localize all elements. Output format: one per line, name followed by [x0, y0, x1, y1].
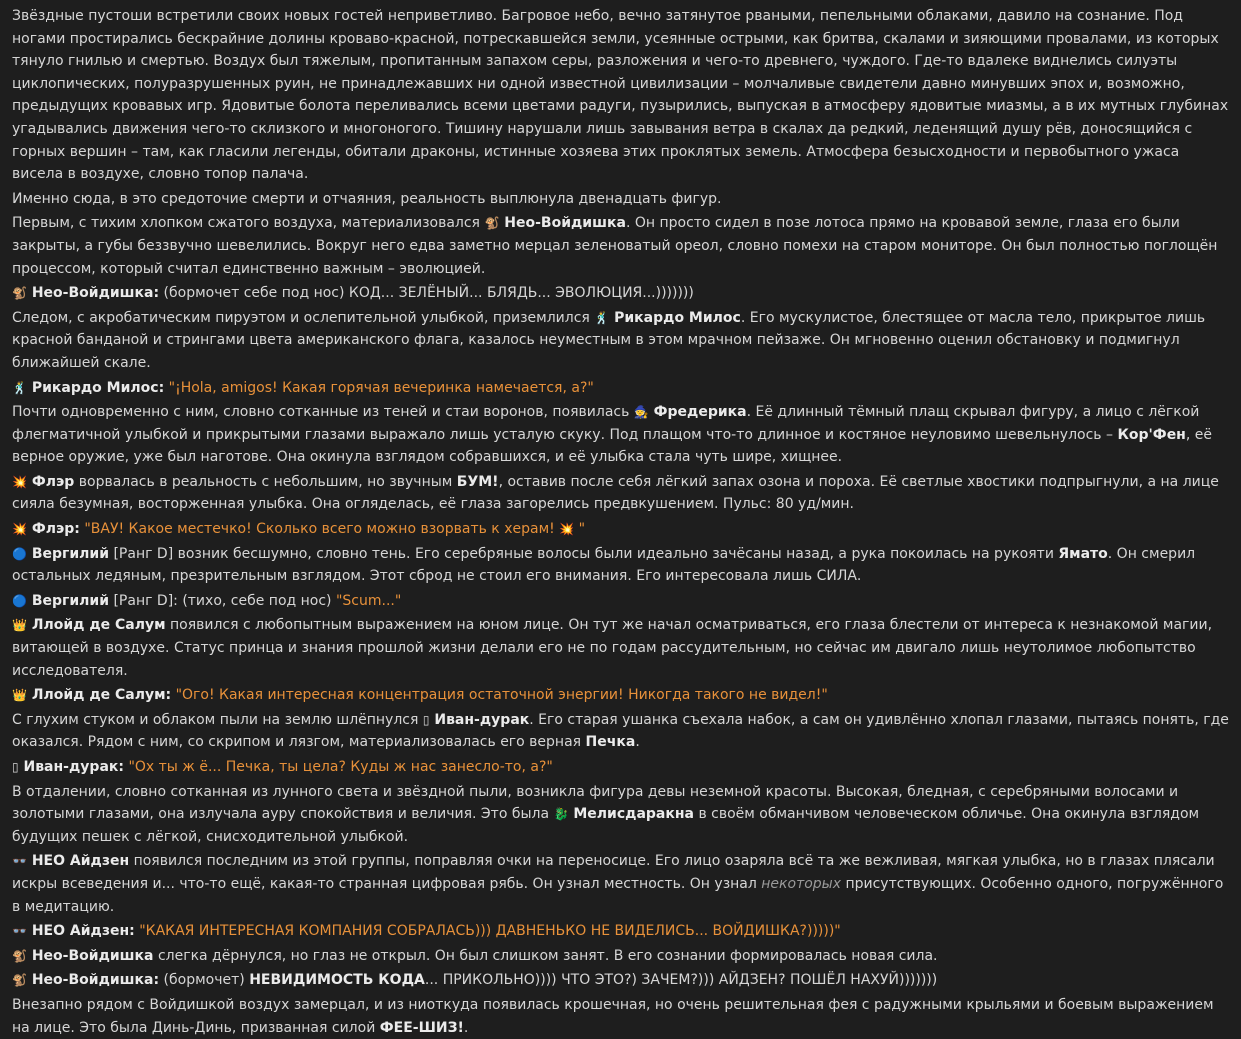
message-paragraph [12, 518, 1229, 541]
narration-text: Следом, с акробатическим пируэтом и ослепительной улыбкой, приземлился [12, 309, 595, 326]
dialogue-quote: "Ох ты ж ё... Печка, ты цела? Куды ж нас занесло-то, а?" [128, 759, 553, 775]
character-name: Нео-Войдишка [499, 215, 626, 232]
character-name: Печка [585, 734, 636, 751]
narration-text: появился с любопытным выражением на юном лице. Он тут же начал осматриваться, его глаза блестели от интереса к незнакомой магии, витающей в воздухе. Статус принца и знания прошлой жизни делали его не по годам рассудительным, но сейчас им двигало лишь неутолимое любопытство исследователя. [12, 617, 1213, 679]
character-emoji-icon: 🕺 [12, 380, 27, 395]
message-paragraph [12, 920, 1229, 943]
narration-text: . Его старая ушанка съехала набок, а сам он удивлённо хлопал глазами, пытаясь понять, где оказался. Рядом с ним, со скрипом и лязгом, материализовалась его верная [12, 711, 1229, 751]
message-paragraph [12, 377, 1229, 400]
character-name: НЕВИДИМОСТЬ КОДА [249, 972, 425, 989]
character-name: ФЕЕ-ШИЗ! [379, 1019, 464, 1036]
message-paragraph [12, 543, 1229, 588]
character-name: Мелисдаракна [568, 806, 694, 823]
character-name: НЕО Айдзен: [26, 923, 135, 940]
character-emoji-icon: 🔵 [12, 546, 27, 561]
character-emoji-icon: ▯ [12, 760, 19, 774]
character-emoji-icon: 🐒 [12, 973, 27, 988]
message-paragraph [12, 307, 1229, 375]
character-emoji-icon: 🐉 [553, 807, 569, 822]
character-name: Рикардо Милос [609, 309, 741, 326]
narration-text: (бормочет) [159, 972, 250, 989]
message-paragraph [12, 684, 1229, 707]
message-paragraph [12, 756, 1229, 779]
narration-text: В отдалении, словно сотканная из лунного света и звёздной пыли, возникла фигура девы неземной красоты. Высокая, бледная, с серебряными волосами и золотыми глазами, она излучала ауру спокойствия и величия. Это была [12, 783, 1179, 823]
character-emoji-icon: 🔵 [12, 593, 27, 608]
character-emoji-icon: 💥 [12, 522, 27, 537]
narration-text: слегка дёрнулся, но глаз не открыл. Он был слишком занят. В его сознании формировалась новая сила. [153, 947, 938, 964]
narration-text: . [463, 1019, 469, 1036]
character-emoji-icon: 👓 [12, 854, 27, 869]
message-paragraph [12, 471, 1229, 516]
narration-text: , её верное оружие, уже был наготове. Она окинула взглядом собравшихся, и её улыбка стала чуть шире, хищнее. [12, 426, 1212, 466]
character-name: Вергилий [26, 592, 110, 609]
message-paragraph [12, 401, 1229, 469]
narration-text: , оставив после себя лёгкий запах озона и пороха. Её светлые хвостики подпрыгнули, а на лице сияла безумная, восторженная улыбка. Она огляделась, её глаза загорелись предвкушением. Пульс: 80 уд/мин. [12, 473, 1219, 513]
dialogue-quote: "КАКАЯ ИНТЕРЕСНАЯ КОМПАНИЯ СОБРАЛАСЬ))) ДАВНЕНЬКО НЕ ВИДЕЛИСЬ... ВОЙДИШКА?)))))" [139, 923, 841, 940]
narration-text: присутствующих. Особенно одного, погружённого в медитацию. [12, 875, 1224, 915]
character-emoji-icon: 💥 [559, 522, 575, 537]
character-emoji-icon: ▯ [422, 712, 430, 727]
character-name: Ямато [1058, 545, 1108, 562]
dialogue-quote: " [574, 521, 586, 538]
message-paragraph [12, 188, 1229, 211]
message-paragraph [12, 781, 1229, 849]
dialogue-quote: "Scum..." [335, 592, 402, 609]
narration-text: Именно сюда, в это средоточие смерти и отчаяния, реальность выплюнула двенадцать фигур. [12, 190, 722, 207]
message-paragraph [12, 709, 1229, 754]
narration-text: в своём обманчивом человеческом обличье. Она окинула взглядом будущих пешек с лёгкой, снисходительной улыбкой. [12, 806, 1200, 845]
character-name: Ллойд де Салум [26, 617, 166, 634]
narration-text: Почти одновременно с ним, словно сотканные из теней и стаи воронов, появилась [12, 404, 634, 421]
message-paragraph [12, 850, 1229, 918]
emphasis-text: некоторых [761, 875, 842, 892]
narration-text: . Его мускулистое, блестящее от масла тело, прикрытое лишь красной банданой и стрингами цвета американского флага, казалось неуместным в этом мрачном пейзаже. Он мгновенно оценил обстановку и подмигнул ближайшей скале. [12, 309, 1206, 371]
character-name: НЕО Айдзен [26, 853, 130, 870]
dialogue-quote: "ВАУ! Какое местечко! Сколько всего можно взорвать к херам! [84, 521, 560, 538]
narration-text: появился последним из этой группы, поправляя очки на переносице. Его лицо озаряла всё та же вежливая, мягкая улыбка, но в глазах плясали искры всеведения и... что-то ещё, какая-то странная цифровая рябь. Он узнал местность. Он узнал [12, 853, 1215, 892]
narration-text: ... ПРИКОЛЬНО)))) ЧТО ЭТО?) ЗАЧЕМ?))) АЙДЗЕН? ПОШЁЛ НАХУЙ))))))) [424, 972, 938, 989]
narration-text: С глухим стуком и облаком пыли на землю шлёпнулся [12, 711, 423, 728]
character-name: Нео-Войдишка: [26, 285, 160, 302]
narration-text: Первым, с тихим хлопком сжатого воздуха, материализовался [12, 215, 485, 232]
message-paragraph [12, 614, 1229, 682]
narration-text: . Он смерил остальных ледяным, презрительным взглядом. Этот сброд не стоил его внимания. Его интересовала лишь СИЛА. [12, 545, 1196, 585]
message-paragraph [12, 212, 1229, 280]
character-name: БУМ! [456, 473, 499, 490]
character-name: Кор'Фен [1117, 426, 1186, 443]
character-name: Ллойд де Салум: [26, 687, 172, 704]
message-paragraph [12, 5, 1229, 186]
character-emoji-icon: 🕺 [594, 310, 610, 325]
character-emoji-icon: 🐒 [12, 286, 27, 301]
character-name: Рикардо Милос: [26, 379, 165, 396]
narration-text: Внезапно рядом с Войдишкой воздух замерцал, и из ниоткуда появилась крошечная, но очень решительная фея с радужными крыльями и боевым выражением на лице. Это была Динь-Динь, призванная силой [12, 996, 1214, 1036]
character-name: Вергилий [26, 545, 110, 562]
dialogue-quote: "Ого! Какая интересная концентрация остаточной энергии! Никогда такого не видел!" [175, 687, 828, 704]
character-name: Нео-Войдишка: [26, 972, 160, 989]
character-emoji-icon: 🐒 [12, 948, 27, 963]
character-name: Нео-Войдишка [26, 947, 154, 964]
dialogue-quote: "¡Hola, amigos! Какая горячая вечеринка намечается, а?" [168, 379, 594, 396]
character-emoji-icon: 🐒 [484, 216, 500, 231]
narration-text: Звёздные пустоши встретили своих новых гостей неприветливо. Багровое небо, вечно затянутое рваными, пепельными облаками, давило на сознание. Под ногами простирались бескрайние долины кроваво-красной, потрескавшейся земли, усеянные острыми, как бритва, скалами и зияющими провалами, из которых тянуло гнилью и смертью. Воздух был тяжелым, пропитанным запахом серы, разложения и чего-то древнего, чуждого. Где-то вдалеке виднелись силуэты циклопических, полуразрушенных руин, не принадлежавших ни одной известной цивилизации – молчаливые свидетели давно минувших эпох и, возможно, предыдущих кровавых игр. Ядовитые болота переливались всеми цветами радуги, пузырились, выпуская в атмосферу ядовитые миазмы, а в их мутных глубинах угадывались движения чего-то склизкого и многоногого. Тишину нарушали лишь завывания ветра в скалах да редкий, леденящий душу рёв, доносящийся с горных вершин – там, как гласили легенды, обитали драконы, истинные хозяева этих проклятых земель. Атмосфера безысходности и первобытного ужаса висела в воздухе, словно топор палача. [12, 8, 1229, 183]
narration-text: . Он просто сидел в позе лотоса прямо на кровавой земле, глаза его были закрыты, а губы беззвучно шевелились. Вокруг него едва заметно мерцал зеленоватый ореол, словно помехи на старом мониторе. Он был полностью поглощён процессом, который считал единственно важным – эволюцией. [12, 215, 1218, 277]
message-paragraph [12, 945, 1229, 968]
character-name: Иван-дурак: [18, 759, 124, 775]
narration-text: [Ранг D]: (тихо, себе под нос) [109, 592, 336, 609]
message-paragraph [12, 282, 1229, 305]
character-emoji-icon: 💥 [12, 474, 27, 489]
narration-text: . Её длинный тёмный плащ скрывал фигуру, а лицо с лёгкой флегматичной улыбкой и прикрытыми глазами выражало лишь усталую скуку. Под плащом что-то длинное и костяное неуловимо шевельнулось – [12, 404, 1200, 443]
narration-text: [Ранг D] возник бесшумно, словно тень. Его серебряные волосы были идеально зачёсаны назад, а рука покоилась на рукояти [109, 545, 1059, 562]
message-paragraph [12, 969, 1229, 992]
character-name: Флэр [26, 473, 75, 490]
message-paragraph [12, 590, 1229, 613]
narration-text: (бормочет себе под нос) КОД... ЗЕЛЁНЫЙ... БЛЯДЬ... ЭВОЛЮЦИЯ...))))))) [159, 285, 694, 302]
character-name: Флэр: [26, 521, 80, 538]
narration-text: ворвалась в реальность с небольшим, но звучным [74, 473, 457, 490]
message-paragraph [12, 994, 1229, 1039]
character-emoji-icon: 🧙 [633, 405, 649, 420]
narration-text: . [635, 734, 640, 751]
character-emoji-icon: 👓 [12, 924, 27, 939]
character-emoji-icon: 👑 [12, 618, 27, 633]
character-name: Фредерика [648, 404, 747, 421]
character-emoji-icon: 👑 [12, 688, 27, 703]
character-name: Иван-дурак [429, 711, 530, 728]
